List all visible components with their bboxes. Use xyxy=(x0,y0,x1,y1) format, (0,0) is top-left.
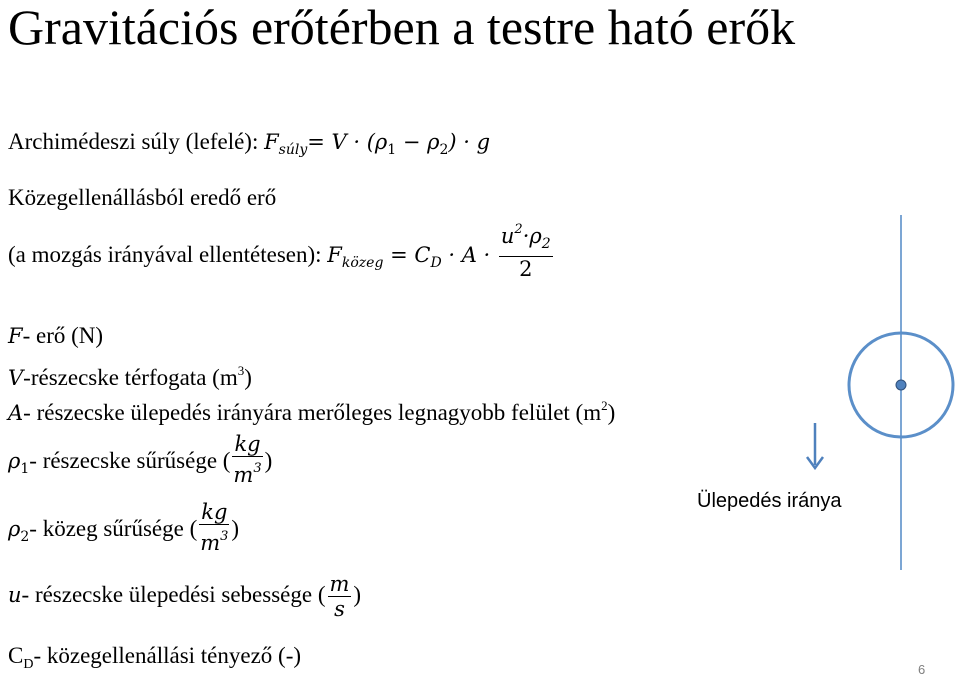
slide-title: Gravitációs erőtérben a testre ható erők xyxy=(8,0,796,55)
archimedes-label: Archimédeszi súly (lefelé): xyxy=(8,129,259,154)
unit-sup: 2 xyxy=(601,398,608,413)
drag-heading: Közegellenállásból eredő erő xyxy=(8,185,277,210)
rho2-subscript: 2 xyxy=(439,142,449,158)
def-force xyxy=(8,322,103,350)
m-unit: m xyxy=(233,463,254,487)
def-text: - közegellenállási tényező (-) xyxy=(33,643,302,668)
u-symbol: u xyxy=(500,224,515,248)
def-symbol: A xyxy=(8,401,24,425)
denominator: 2 xyxy=(519,257,533,281)
velocity-fraction xyxy=(499,218,553,281)
force-symbol: F xyxy=(264,130,279,154)
def-symbol: C xyxy=(8,643,24,668)
particle-center xyxy=(896,380,906,390)
def-drag-coeff xyxy=(8,642,301,679)
page-number: 6 xyxy=(918,662,926,677)
formula-end: ) · g xyxy=(448,130,491,154)
def-volume xyxy=(8,357,252,392)
def-text: - részecske ülepedési sebessége ( xyxy=(21,582,326,607)
def-symbol: V xyxy=(8,366,24,390)
density-unit-fraction xyxy=(199,500,229,555)
def-symbol: F xyxy=(8,324,23,348)
def-close: ) xyxy=(244,365,252,390)
rho-symbol: ·ρ xyxy=(522,224,542,248)
m-unit: m xyxy=(200,531,221,555)
u-sup: 2 xyxy=(514,222,523,237)
m-unit: m xyxy=(329,572,350,596)
def-rho2 xyxy=(8,500,239,555)
def-text: -részecske térfogata (m xyxy=(23,365,238,390)
def-symbol: ρ xyxy=(8,517,21,541)
def-close: ) xyxy=(353,582,362,607)
def-subscript: 2 xyxy=(20,529,30,545)
m-sup: 3 xyxy=(220,529,229,544)
def-close: ) xyxy=(607,400,616,425)
drag-label: (a mozgás irányával ellentétesen): xyxy=(8,242,322,267)
density-unit-fraction xyxy=(232,432,262,487)
def-text: - részecske ülepedés irányára merőleges legnagyobb felület (m xyxy=(23,400,602,425)
def-symbol: u xyxy=(8,583,22,607)
drag-formula xyxy=(8,218,555,281)
area-symbol: · A · xyxy=(441,243,497,267)
unit-sup: 3 xyxy=(237,363,245,378)
def-text: - erő (N) xyxy=(22,323,104,348)
drag-coeff-symbol: = C xyxy=(383,243,431,267)
direction-label: Ülepedés iránya xyxy=(697,490,842,512)
def-symbol: ρ xyxy=(8,449,21,473)
weight-subscript: súly xyxy=(278,142,308,158)
def-area xyxy=(8,392,615,427)
force-symbol: F xyxy=(327,243,342,267)
formula-mid: − ρ xyxy=(396,130,440,154)
settling-diagram xyxy=(780,210,960,580)
def-subscript: D xyxy=(23,657,34,672)
rho-sub: 2 xyxy=(541,236,551,252)
m-sup: 3 xyxy=(253,461,262,476)
def-close: ) xyxy=(231,516,240,541)
def-text: - közeg sűrűsége ( xyxy=(29,516,198,541)
formula-rhs: = V · (ρ xyxy=(307,130,388,154)
def-text: - részecske sűrűsége ( xyxy=(29,448,231,473)
archimedes-formula xyxy=(8,128,490,164)
s-unit: s xyxy=(334,597,345,621)
rho1-subscript: 1 xyxy=(387,142,397,158)
drag-coeff-subscript: D xyxy=(430,255,442,271)
kg-unit: kg xyxy=(234,432,261,456)
def-velocity xyxy=(8,572,361,621)
medium-subscript: közeg xyxy=(341,255,384,271)
def-rho1 xyxy=(8,432,272,487)
def-close: ) xyxy=(264,448,273,473)
def-subscript: 1 xyxy=(20,461,30,477)
kg-unit: kg xyxy=(201,500,228,524)
velocity-unit-fraction xyxy=(328,572,352,621)
